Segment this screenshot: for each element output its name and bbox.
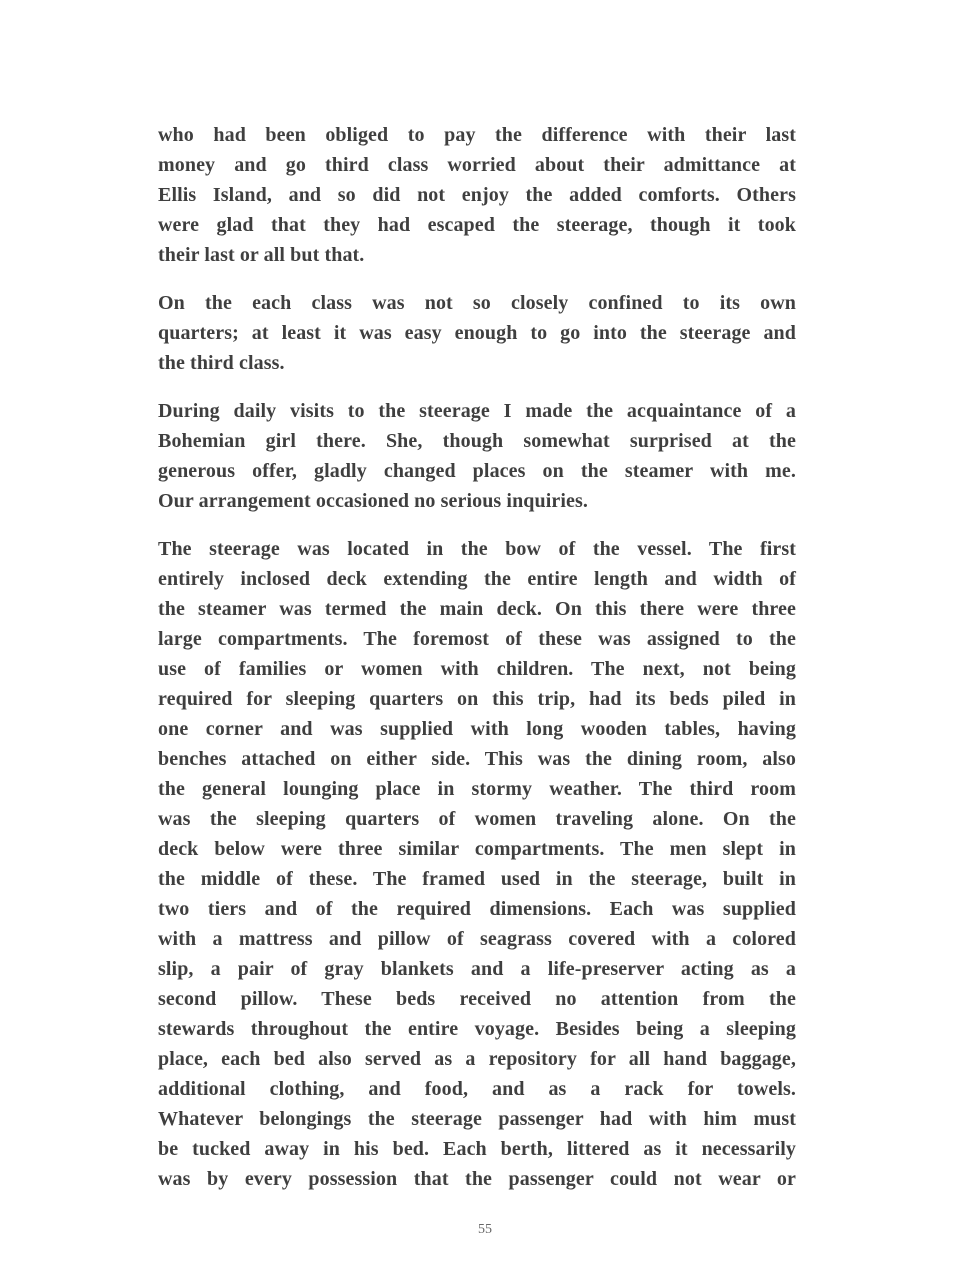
text-line: quarters; at least it was easy enough to go into the steerage and <box>158 322 796 344</box>
text-line: the steamer was termed the main deck. On this there were three <box>158 598 796 620</box>
text-line: Ellis Island, and so did not enjoy the added comforts. Others <box>158 184 796 206</box>
text-line: large compartments. The foremost of these was assigned to the <box>158 628 796 650</box>
text-line: the general lounging place in stormy weather. The third room <box>158 778 796 800</box>
text-line: their last or all but that. <box>158 244 365 266</box>
text-line: Our arrangement occasioned no serious inquiries. <box>158 490 588 512</box>
text-line: benches attached on either side. This was the dining room, also <box>158 748 796 770</box>
text-line: entirely inclosed deck extending the entire length and width of <box>158 568 796 590</box>
text-line: generous offer, gladly changed places on the steamer with me. <box>158 460 796 482</box>
text-line: the third class. <box>158 352 285 374</box>
text-line: additional clothing, and food, and as a rack for towels. <box>158 1078 796 1100</box>
text-line: On the each class was not so closely confined to its own <box>158 292 796 314</box>
text-line: The steerage was located in the bow of the vessel. The first <box>158 538 796 560</box>
paragraph <box>158 396 796 516</box>
text-line: money and go third class worried about their admittance at <box>158 154 796 176</box>
text-line: one corner and was supplied with long wooden tables, having <box>158 718 796 740</box>
text-line: was the sleeping quarters of women traveling alone. On the <box>158 808 796 830</box>
text-line: Bohemian girl there. She, though somewhat surprised at the <box>158 430 796 452</box>
text-line: was by every possession that the passenger could not wear or <box>158 1168 796 1190</box>
text-line: were glad that they had escaped the steerage, though it took <box>158 214 796 236</box>
paragraph <box>158 534 796 1194</box>
page-body-text <box>158 120 796 1212</box>
text-line: with a mattress and pillow of seagrass covered with a colored <box>158 928 796 950</box>
text-line: During daily visits to the steerage I made the acquaintance of a <box>158 400 796 422</box>
text-line: stewards throughout the entire voyage. Besides being a sleeping <box>158 1018 796 1040</box>
text-line: deck below were three similar compartments. The men slept in <box>158 838 796 860</box>
page-number: 55 <box>478 1222 492 1237</box>
text-line: required for sleeping quarters on this trip, had its beds piled in <box>158 688 796 710</box>
text-line: slip, a pair of gray blankets and a life-preserver acting as a <box>158 958 796 980</box>
text-line: second pillow. These beds received no attention from the <box>158 988 796 1010</box>
text-line: Whatever belongings the steerage passenger had with him must <box>158 1108 796 1130</box>
text-line: use of families or women with children. The next, not being <box>158 658 796 680</box>
text-line: the middle of these. The framed used in the steerage, built in <box>158 868 796 890</box>
text-line: place, each bed also served as a repository for all hand baggage, <box>158 1048 796 1070</box>
paragraph <box>158 120 796 270</box>
text-line: be tucked away in his bed. Each berth, littered as it necessarily <box>158 1138 796 1160</box>
text-line: two tiers and of the required dimensions. Each was supplied <box>158 898 796 920</box>
paragraph <box>158 288 796 378</box>
text-line: who had been obliged to pay the difference with their last <box>158 124 796 146</box>
